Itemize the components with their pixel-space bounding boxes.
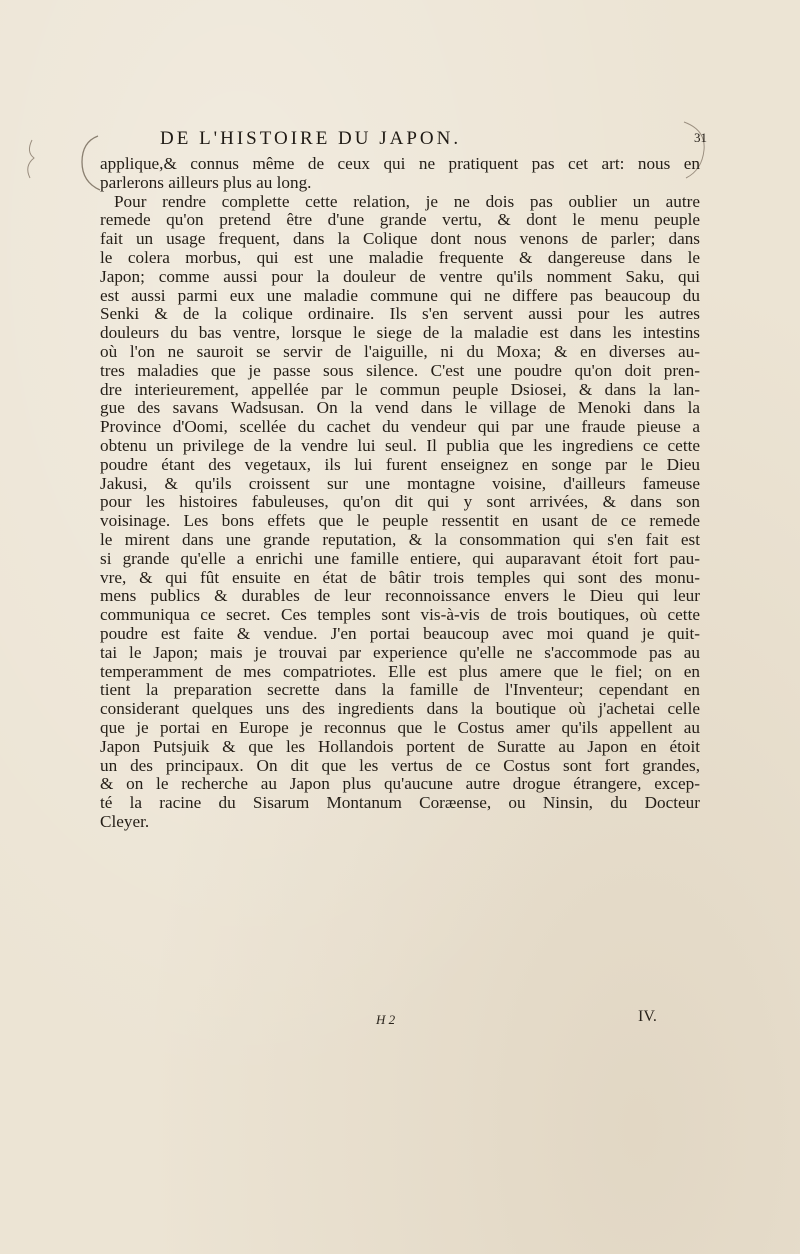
text-line: tai le Japon; mais je trouvai par experience qu'elle ne s'accommode pas au [100, 643, 700, 662]
text-line: Japon; comme aussi pour la douleur de ventre qu'ils nomment Saku, qui [100, 267, 700, 286]
text-line: mens publics & durables de leur reconnoissance envers le Dieu qui leur [100, 587, 700, 606]
text-line: où l'on ne sauroit se servir de l'aiguille, ni du Moxa; & en diverses au- [100, 342, 700, 361]
text-line: tient la preparation secrette dans la famille de l'Inventeur; cependant en [100, 681, 700, 700]
text-line: un des principaux. On dit que les vertus de ce Costus sont fort grandes, [100, 756, 700, 775]
text-line: Pour rendre complette cette relation, je ne dois pas oublier un autre [114, 192, 700, 211]
text-line: pour les histoires fabuleuses, qu'on dit qui y sont arrivées, & dans son [100, 493, 700, 512]
text-line: vre, & qui fût ensuite en état de bâtir trois temples qui sont des monu- [100, 568, 700, 587]
text-line: gue des savans Wadsusan. On la vend dans le village de Menoki dans la [100, 399, 700, 418]
catchword: IV. [638, 1008, 657, 1025]
signature-mark: H 2 [376, 1012, 396, 1027]
margin-ink-mark [20, 118, 110, 208]
text-line: considerant quelques uns des ingredients dans la boutique où j'achetai celle [100, 700, 700, 719]
text-line: té la racine du Sisarum Montanum Coræense, ou Ninsin, du Docteur [100, 794, 700, 813]
text-line: fait un usage frequent, dans la Colique dont nous venons de parler; dans [100, 230, 700, 249]
text-line: Cleyer. [100, 812, 150, 831]
text-line: le colera morbus, qui est une maladie frequente & dangereuse dans le [100, 248, 700, 267]
text-line: poudre est faite & vendue. J'en portai beaucoup avec moi quand je quit- [100, 624, 700, 643]
text-line: & on le recherche au Japon plus qu'aucune autre drogue étrangere, excep- [100, 775, 700, 794]
text-line: parlerons ailleurs plus au long. [100, 173, 312, 192]
text-line: tres maladies que je passe sous silence. C'est une poudre qu'on doit pren- [100, 361, 700, 380]
text-line: que je portai en Europe je reconnus que le Costus amer qu'ils appellent au [100, 718, 700, 737]
page-number: 31 [694, 130, 707, 145]
text-line: Senki & de la colique ordinaire. Ils s'en servent aussi pour les autres [100, 305, 700, 324]
text-line: Jakusi, & qu'ils croissent sur une montagne voisine, d'ailleurs fameuse [100, 474, 700, 493]
text-line: communiqua ce secret. Ces temples sont vis-à-vis de trois boutiques, où cette [100, 606, 700, 625]
text-line: douleurs du bas ventre, lorsque le siege de la maladie est dans les intestins [100, 324, 700, 343]
text-line: poudre étant des vegetaux, ils lui furent enseignez en songe par le Dieu [100, 455, 700, 474]
text-line: Japon Putsjuik & que les Hollandois portent de Suratte au Japon en étoit [100, 737, 700, 756]
text-line: dre interieurement, appellée par le commun peuple Dsiosei, & dans la lan- [100, 380, 700, 399]
text-line: applique,& connus même de ceux qui ne pratiquent pas cet art: nous en [100, 155, 700, 173]
running-title: DE L'HISTOIRE DU JAPON. [160, 128, 462, 149]
text-line: si grande qu'elle a enrichi une famille entiere, qui auparavant étoit fort pau- [100, 549, 700, 568]
text-line: est aussi parmi eux une maladie commune qui ne differe pas beaucoup du [100, 286, 700, 305]
body-text [100, 155, 700, 832]
margin-scribble-stroke [28, 140, 34, 178]
text-line: obtenu un privilege de la vendre lui seul. Il publia que les ingrediens ce cette [100, 436, 700, 455]
margin-bracket-stroke [82, 136, 100, 190]
text-line: Province d'Oomi, scellée du cachet du vendeur qui par une fraude pieuse a [100, 418, 700, 437]
text-line: temperamment de mes compatriotes. Elle est plus amere que le fiel; on en [100, 662, 700, 681]
text-line: voisinage. Les bons effets que le peuple ressentit en usant de ce remede [100, 512, 700, 531]
text-line: le mirent dans une grande reputation, & la consommation qui s'en fait est [100, 530, 700, 549]
text-line: remede qu'on pretend être d'une grande vertu, & dont le menu peuple [100, 211, 700, 230]
